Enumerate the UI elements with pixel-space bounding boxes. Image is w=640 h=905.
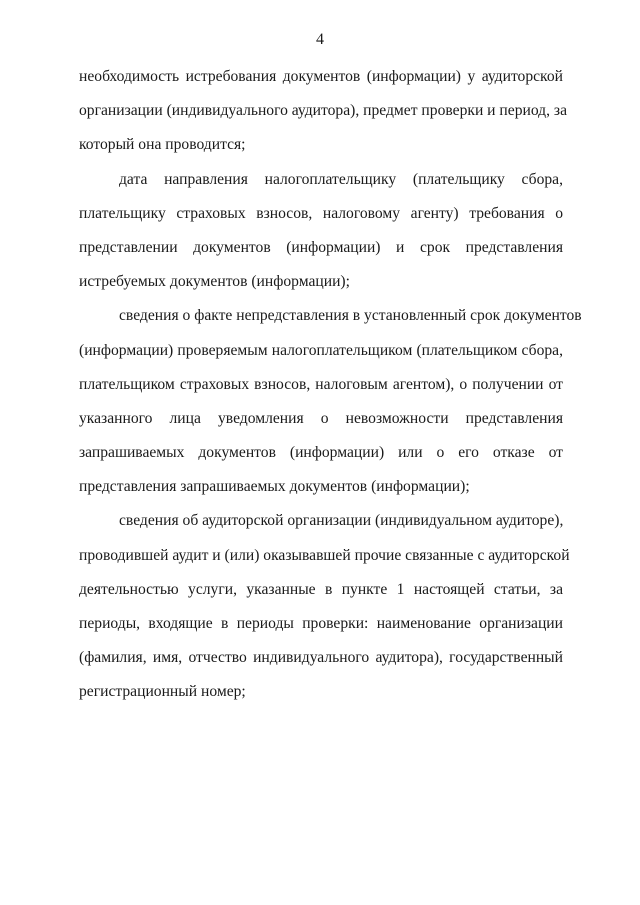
paragraph [79, 299, 582, 504]
text-line: организации (индивидуального аудитора), предмет проверки и период, за [79, 102, 567, 120]
text-line: который она проводится; [79, 136, 246, 154]
page-number: 4 [316, 31, 324, 48]
text-line: представления запрашиваемых документов (информации); [79, 478, 470, 496]
text-line: необходимость истребования документов (информации) у аудиторской [79, 68, 563, 85]
text-line: истребуемых документов (информации); [79, 273, 350, 291]
text-line: представлении документов (информации) и срок представления [79, 238, 563, 256]
text-line: периоды, входящие в периоды проверки: наименование организации [79, 615, 563, 632]
text-line: регистрационный номер; [79, 683, 246, 701]
document-body [79, 60, 582, 710]
text-line: (фамилия, имя, отчество индивидуального аудитора), государственный [79, 649, 563, 667]
text-line: дата направления налогоплательщику (плательщику сбора, [119, 170, 563, 188]
text-line: плательщиком страховых взносов, налоговым агентом), о получении от [79, 375, 563, 393]
text-line: плательщику страховых взносов, налоговому агенту) требования о [79, 204, 563, 222]
text-line: деятельностью услуги, указанные в пункте 1 настоящей статьи, за [79, 580, 563, 598]
paragraph [79, 163, 563, 300]
text-line: запрашиваемых документов (информации) или о его отказе от [79, 444, 563, 462]
text-line: сведения об аудиторской организации (индивидуальном аудиторе), [119, 512, 564, 530]
text-line: сведения о факте непредставления в установленный срок документов [119, 307, 582, 325]
paragraph [79, 60, 567, 163]
paragraph [79, 504, 570, 709]
text-line: (информации) проверяемым налогоплательщиком (плательщиком сбора, [79, 341, 563, 359]
text-line: указанного лица уведомления о невозможности представления [79, 409, 563, 427]
text-line: проводившей аудит и (или) оказывавшей прочие связанные с аудиторской [79, 546, 570, 564]
